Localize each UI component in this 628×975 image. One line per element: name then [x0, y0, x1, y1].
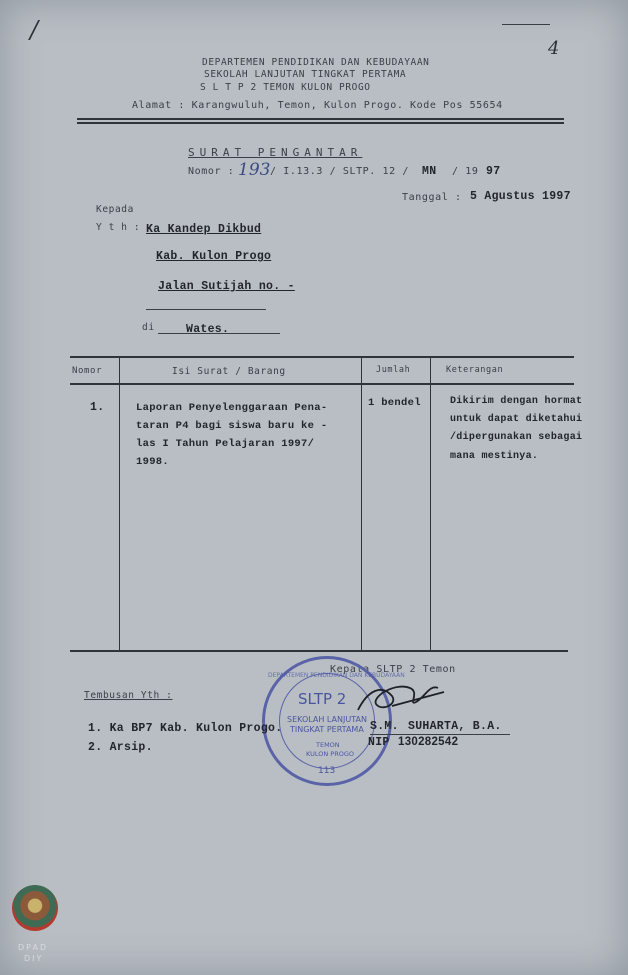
signature-name: SUHARTA, B.A.: [408, 720, 502, 733]
table-header-isi: Isi Surat / Barang: [172, 366, 286, 377]
letterhead-rule-top: [77, 118, 564, 120]
signature-nip: 130282542: [398, 736, 459, 748]
dpad-logo-icon: [12, 885, 58, 931]
date-value: 5 Agustus 1997: [470, 190, 571, 203]
stamp-line2: TINGKAT PERTAMA: [290, 725, 364, 734]
logo-text-line1: DPAD: [18, 943, 49, 952]
letterhead-line2: SEKOLAH LANJUTAN TINGKAT PERTAMA: [204, 69, 407, 80]
row-keterangan-line3: /dipergunakan sebagai: [450, 432, 583, 443]
table-header-jumlah: Jumlah: [376, 365, 411, 375]
letter-title: SURAT PENGANTAR: [188, 146, 363, 159]
stamp-ring-text: DEPARTEMEN PENDIDIKAN DAN KEBUDAYAAN: [268, 672, 405, 679]
di-label: di: [142, 322, 155, 333]
letterhead-line1: DEPARTEMEN PENDIDIKAN DAN KEBUDAYAAN: [202, 57, 430, 68]
stamp-center: SLTP 2: [298, 690, 347, 708]
nomor-year-prefix: / 19: [452, 166, 479, 177]
row-isi-line4: 1998.: [136, 456, 170, 468]
table-bottom-rule: [70, 650, 568, 652]
table-header-rule: [70, 383, 574, 385]
nomor-rest: / I.13.3 / SLTP. 12 /: [270, 166, 410, 177]
signature-title: Kepala SLTP 2 Temon: [330, 664, 456, 675]
nomor-number: 193: [238, 160, 271, 180]
page-number: 4: [548, 38, 560, 59]
nomor-month: MN: [422, 165, 437, 178]
letterhead-line3: S L T P 2 TEMON KULON PROGO: [200, 82, 371, 93]
signature-name-underline: [370, 734, 510, 735]
tembusan-label: Tembusan Yth :: [84, 690, 173, 701]
table-col-divider-1: [119, 358, 120, 650]
date-label: Tanggal :: [402, 192, 462, 203]
row-keterangan-line2: untuk dapat diketahui: [450, 414, 583, 425]
row-jumlah: 1 bendel: [368, 397, 421, 409]
place-underline: [158, 333, 280, 334]
row-number: 1.: [90, 401, 105, 414]
handwritten-signature: [352, 676, 448, 720]
row-isi-line3: las I Tahun Pelajaran 1997/: [136, 438, 315, 450]
stamp-line1: SEKOLAH LANJUTAN: [287, 715, 367, 724]
stamp-line3: TEMON: [316, 741, 340, 749]
logo-text-line2: DIY: [24, 954, 44, 963]
table-col-divider-2: [361, 358, 362, 650]
letterhead-rule-bottom: [77, 122, 564, 124]
recipient-line3: Jalan Sutijah no. -: [158, 280, 295, 293]
recipient-place: Wates.: [186, 323, 230, 336]
row-keterangan-line4: mana mestinya.: [450, 451, 539, 462]
letterhead-address: Alamat : Karangwuluh, Temon, Kulon Progo. Kode Pos 55654: [132, 100, 503, 111]
kepada-label: Kepada: [96, 204, 134, 215]
nomor-label: Nomor :: [188, 166, 235, 177]
row-isi-line1: Laporan Penyelenggaraan Pena-: [136, 402, 328, 414]
signature-nip-label: NIP: [368, 736, 390, 749]
nomor-year-suffix: 97: [486, 165, 501, 178]
top-right-dash: [502, 24, 550, 25]
table-header-nomor: Nomor: [72, 366, 103, 376]
signature-name-prefix: S.M.: [370, 720, 399, 733]
tembusan-item-1: 1. Ka BP7 Kab. Kulon Progo.: [88, 722, 283, 735]
table-col-divider-3: [430, 358, 431, 650]
stamp-line4: KULON PROGO: [306, 750, 354, 758]
recipient-blank-line: [146, 309, 266, 310]
tembusan-item-2: 2. Arsip.: [88, 741, 153, 754]
row-isi-line2: taran P4 bagi siswa baru ke -: [136, 420, 328, 432]
stamp-number: 113: [318, 766, 336, 776]
recipient-line2: Kab. Kulon Progo: [156, 250, 272, 263]
table-top-rule: [70, 356, 574, 358]
row-keterangan-line1: Dikirim dengan hormat: [450, 396, 583, 407]
recipient-line1: Ka Kandep Dikbud: [146, 223, 262, 236]
pen-mark: /: [30, 16, 39, 44]
table-header-keterangan: Keterangan: [446, 365, 504, 375]
yth-label: Y t h :: [96, 222, 141, 233]
